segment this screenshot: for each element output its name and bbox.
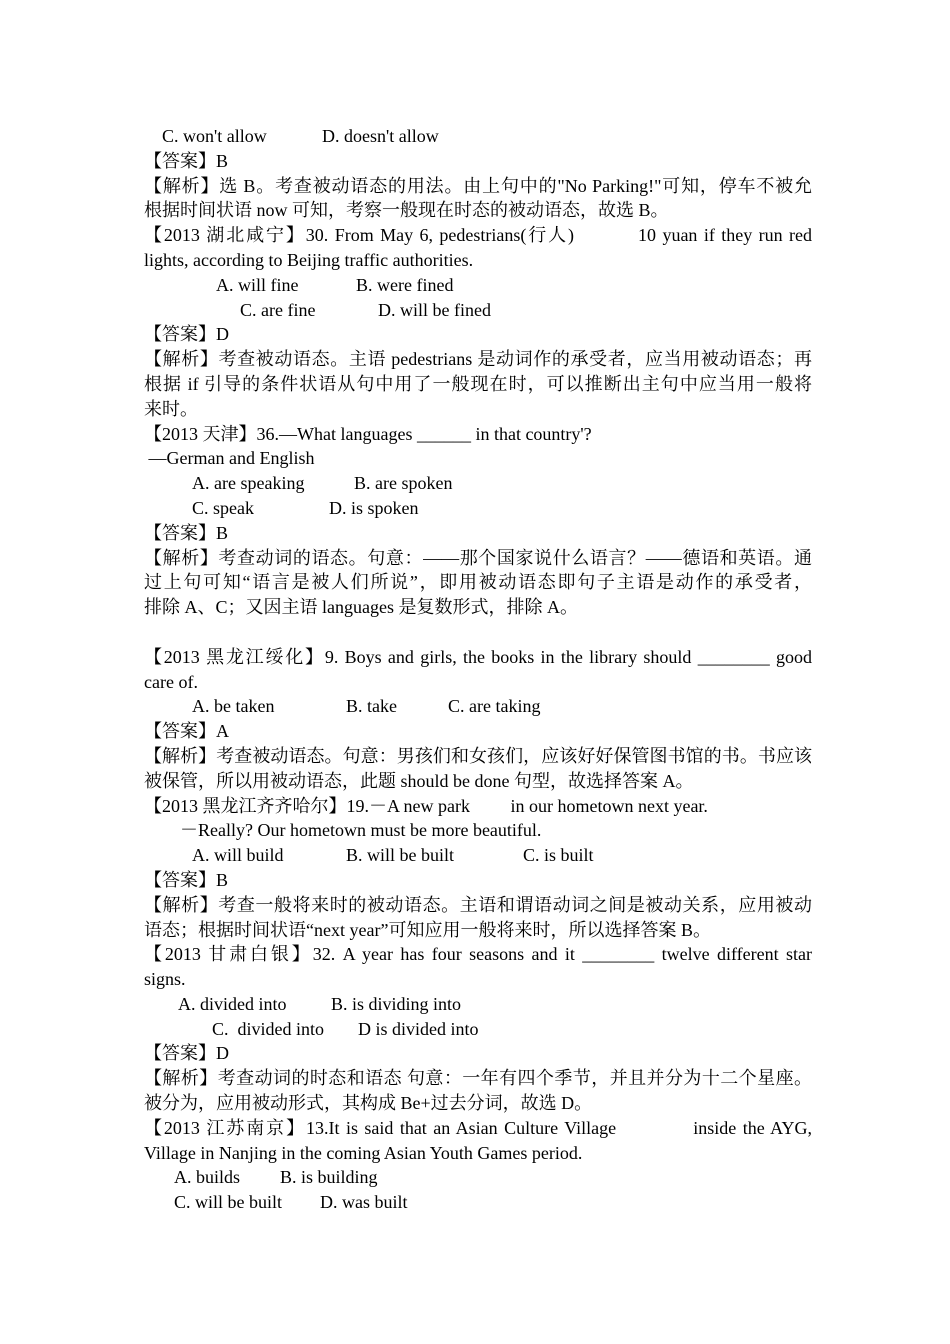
text-line: 【2013 黑龙江齐齐哈尔】19.－A new park in our hometown next year. [144, 795, 708, 816]
answer-option: D. is spoken [329, 497, 419, 518]
answer-option: C. are fine [240, 299, 316, 320]
answer-option: B. are spoken [354, 473, 453, 494]
text-line: 【2013 黑龙江绥化】9. Boys and girls, the books in the library should ________ good [144, 646, 812, 667]
text-line: 【2013 江苏南京】13.It is said that an Asian Culture Village inside the AYG, [144, 1117, 812, 1138]
text-line: 来时。 [144, 398, 198, 419]
answer-option: D. will be fined [378, 299, 491, 320]
answer-options-line [144, 496, 812, 521]
answer-option: C. won't allow [162, 126, 267, 146]
text-line: 排除 A、C；又因主语 languages 是复数形式，排除 A。 [144, 597, 578, 618]
text-line: 【2013 湖北咸宁】30. From May 6, pedestrians(行人) 10 yuan if they run red [144, 225, 812, 246]
answer-option: B. take [346, 696, 397, 717]
answer-option: B. were fined [356, 274, 454, 295]
answer-options-line [144, 273, 812, 298]
text-line: 【答案】A [144, 721, 229, 742]
text-line: －Really? Our hometown must be more beautiful. [144, 820, 542, 841]
answer-options-line [144, 124, 812, 149]
text-line: Village in Nanjing in the coming Asian Youth Games period. [144, 1142, 583, 1163]
answer-option: B. is dividing into [331, 993, 462, 1014]
text-line: 被分为，应用被动形式，其构成 Be+过去分词，故选 D。 [144, 1093, 593, 1114]
text-line: 【解析】考查动词的时态和语态 句意：一年有四个季节，并且并分为十二个星座。 [144, 1068, 812, 1089]
answer-option: D is divided into [358, 1018, 479, 1039]
answer-options-line [144, 1190, 812, 1215]
answer-option: D. doesn't allow [322, 126, 439, 146]
text-line: 【解析】考查一般将来时的被动语态。主语和谓语动词之间是被动关系，应用被动 [144, 894, 812, 915]
text-line: 【答案】D [144, 324, 229, 345]
answer-options-line [144, 471, 812, 496]
text-line: 【解析】考查动词的语态。句意：——那个国家说什么语言？——德语和英语。通 [144, 547, 812, 568]
answer-options-line [144, 1165, 812, 1190]
answer-option: C. speak [192, 497, 254, 518]
text-line: 根据时间状语 now 可知，考察一般现在时态的被动语态，故选 B。 [144, 200, 669, 221]
answer-option: A. are speaking [192, 473, 305, 494]
answer-option: D. was built [320, 1192, 408, 1213]
answer-option: C. will be built [174, 1192, 282, 1213]
text-line: signs. [144, 969, 186, 990]
answer-option: B. will be built [346, 845, 454, 866]
text-line: 【2013 甘肃白银】32. A year has four seasons and it ________ twelve different star [144, 944, 812, 965]
text-line: 根据 if 引导的条件状语从句中用了一般现在时，可以推断出主句中应当用一般将 [144, 373, 812, 394]
answer-option: C. divided into [212, 1018, 324, 1039]
answer-option: C. is built [523, 845, 594, 866]
answer-option: B. is building [280, 1167, 378, 1188]
text-line: 【解析】考查被动语态。主语 pedestrians 是动词作的承受者，应当用被动语态；再 [144, 349, 812, 370]
answer-option: A. will build [192, 845, 284, 866]
text-line: 【2013 天津】36.—What languages ______ in that country'? [144, 423, 592, 444]
text-line: —German and English [144, 448, 315, 469]
document-body [144, 124, 812, 1215]
text-line: care of. [144, 671, 198, 692]
answer-options-line [144, 843, 812, 868]
text-line: 被保管，所以用被动语态，此题 should be done 句型，故选择答案 A。 [144, 770, 694, 791]
text-line: 【答案】B [144, 869, 229, 890]
answer-option: A. builds [174, 1167, 241, 1188]
text-line: 【答案】D [144, 1043, 229, 1064]
answer-option: A. be taken [192, 696, 275, 717]
answer-option: A. divided into [178, 993, 287, 1014]
answer-option: C. are taking [448, 696, 541, 717]
text-line: 【答案】B [144, 522, 229, 543]
answer-options-line [144, 992, 812, 1017]
text-line: 【解析】考查被动语态。句意：男孩们和女孩们，应该好好保管图书馆的书。书应该 [144, 745, 812, 766]
text-line: lights, according to Beijing traffic authorities. [144, 249, 474, 270]
answer-options-line [144, 1017, 812, 1042]
text-line: 过上句可知“语言是被人们所说”，即用被动语态即句子主语是动作的承受者， [144, 572, 812, 593]
answer-option: A. will fine [216, 274, 299, 295]
answer-options-line [144, 298, 812, 323]
text-line: 语态；根据时间状语“next year”可知应用一般将来时，所以选择答案 B。 [144, 919, 711, 940]
answer-options-line [144, 694, 812, 719]
text-line: 【解析】选 B。考查被动语态的用法。由上句中的"No Parking!"可知，停车不被允 [144, 175, 812, 196]
blank-line [144, 620, 812, 645]
text-line: 【答案】B [144, 150, 229, 171]
